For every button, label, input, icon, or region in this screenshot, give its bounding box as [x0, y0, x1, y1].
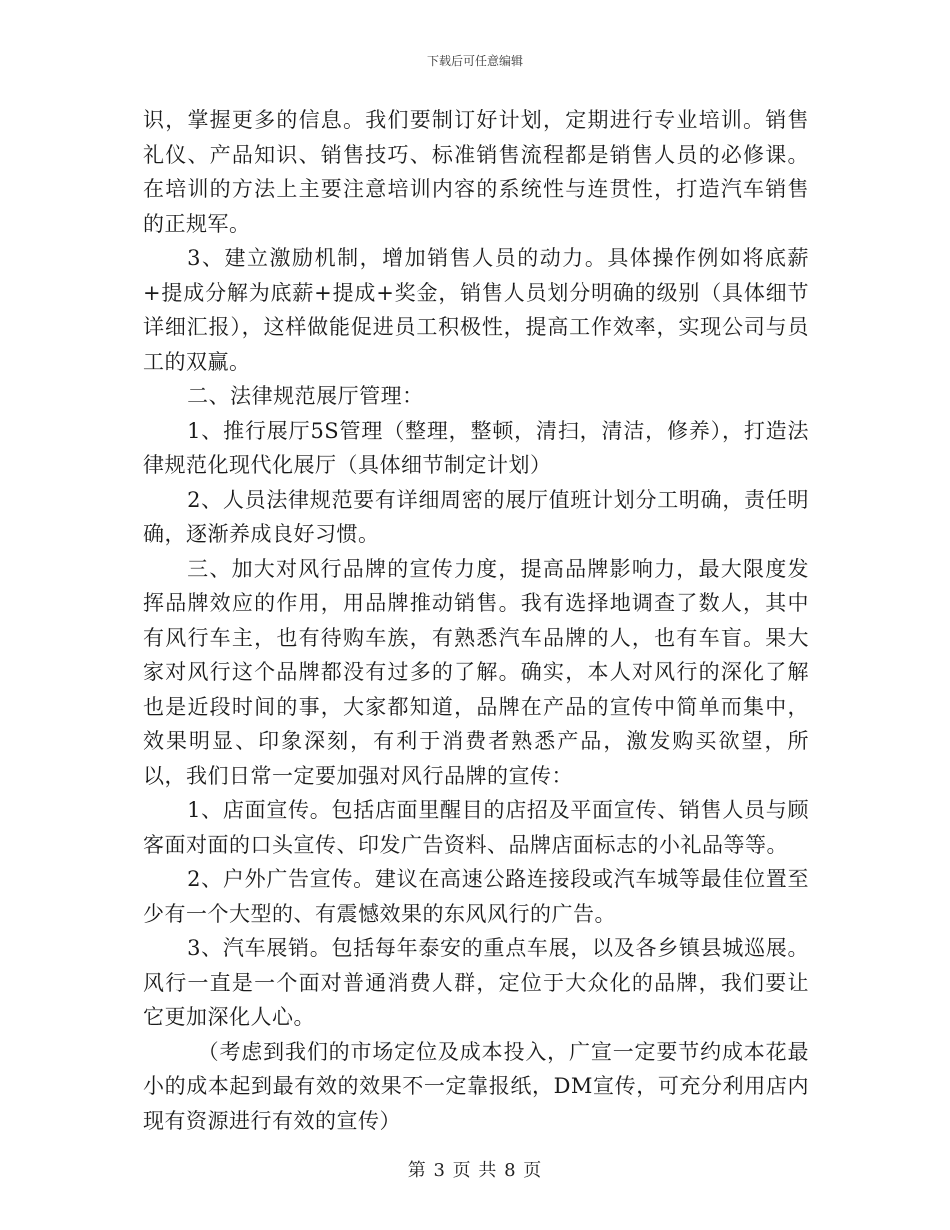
paragraph-staff-regulation: 2、人员法律规范要有详细周密的展厅值班计划分工明确，责任明确，逐渐养成良好习惯。 [143, 487, 809, 546]
document-body [143, 103, 809, 1138]
paragraph-5s-management: 1、推行展厅5S管理（整理，整顿，清扫，清洁，修养），打造法律规范化现代化展厅（具体细节制定计划） [143, 418, 809, 477]
paragraph-outdoor-advertising: 2、户外广告宣传。建议在高速公路连接段或汽车城等最佳位置至少有一个大型的、有震憾效果的东风风行的广告。 [143, 867, 809, 926]
paragraph-store-promotion: 1、店面宣传。包括店面里醒目的店招及平面宣传、销售人员与顾客面对面的口头宣传、印发广告资料、品牌店面标志的小礼品等等。 [143, 798, 809, 857]
page-header-note: 下载后可任意编辑 [426, 54, 523, 68]
paragraph-incentive-mechanism: 3、建立激励机制，增加销售人员的动力。具体操作例如将底薪+提成分解为底薪+提成+奖金，销售人员划分明确的级别（具体细节详细汇报），这样做能促进员工积极性，提高工作效率，实现公司与员工的双赢。 [143, 246, 809, 374]
page-number-footer: 第 3 页 共 8 页 [407, 1160, 543, 1181]
paragraph-auto-exhibition: 3、汽车展销。包括每年泰安的重点车展，以及各乡镇县城巡展。风行一直是一个面对普通消费人群，定位于大众化的品牌，我们要让它更加深化人心。 [143, 936, 809, 1029]
paragraph-brand-promotion: 三、加大对风行品牌的宣传力度，提高品牌影响力，最大限度发挥品牌效应的作用，用品牌推动销售。我有选择地调查了数人，其中有风行车主，也有待购车族，有熟悉汽车品牌的人，也有车盲。果大家对风行这个品牌都没有过多的了解。确实，本人对风行的深化了解也是近段时间的事，大家都知道，品牌在产品的宣传中简单而集中，效果明显、印象深刻，有利于消费者熟悉产品，激发购买欲望，所以，我们日常一定要加强对风行品牌的宣传： [143, 556, 809, 788]
section-heading-showroom-management: 二、法律规范展厅管理： [187, 384, 424, 408]
paragraph-training-continuation: 识，掌握更多的信息。我们要制订好计划，定期进行专业培训。销售礼仪、产品知识、销售技巧、标准销售流程都是销售人员的必修课。在培训的方法上主要注意培训内容的系统性与连贯性，打造汽车销售的正规军。 [143, 108, 809, 236]
paragraph-cost-note: （考虑到我们的市场定位及成本投入，广宣一定要节约成本花最小的成本起到最有效的效果不一定靠报纸，DM宣传，可充分利用店内现有资源进行有效的宣传） [143, 1039, 809, 1133]
